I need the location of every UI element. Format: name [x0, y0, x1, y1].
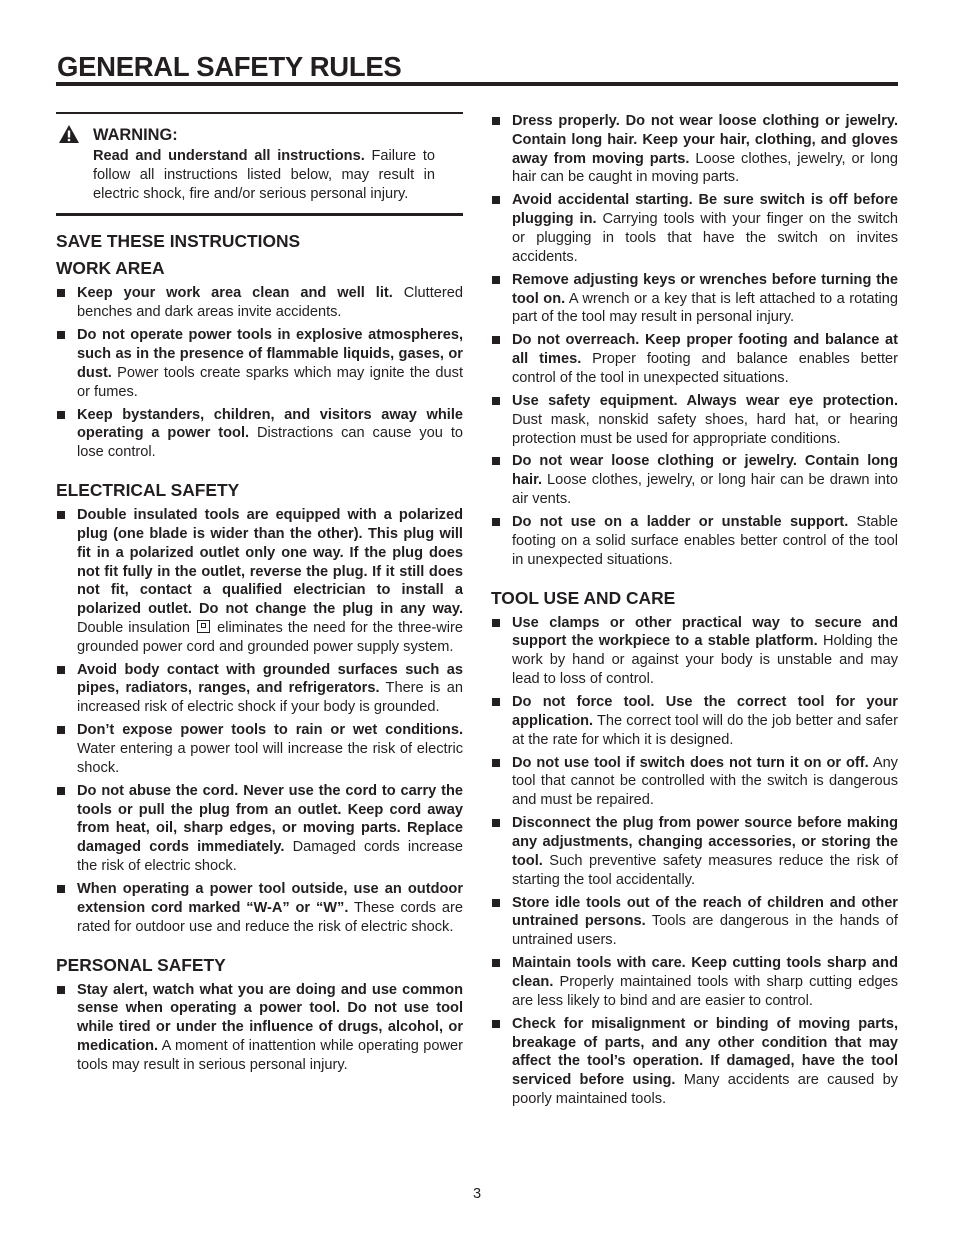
item-bold: Don’t expose power tools to rain or wet conditions. [77, 722, 463, 739]
item-bold: Check for misalignment or binding of moving parts, breakage of parts, and any other condition that may affect the tool’s operation. If damaged, have the tool serviced before using. [512, 1015, 898, 1089]
tool-use-care-heading: TOOL USE AND CARE [491, 587, 676, 608]
item-text: Holding the work by hand or against your body is unstable and may lead to loss of control. [512, 633, 898, 688]
item-text: eliminates the need for the three-wire grounded power cord and grounded power supply system. [77, 619, 463, 655]
warning-box [56, 112, 463, 216]
item-bold: Do not wear loose clothing or jewelry. Contain long hair. [512, 453, 898, 489]
item-bold: Dress properly. Do not wear loose clothing or jewelry. Contain long hair. Keep your hair, clothing, and gloves away from moving parts. [512, 113, 898, 167]
warning-bold: Read and understand all instructions. [93, 148, 365, 164]
work-area-list [56, 284, 463, 462]
list-item [491, 191, 898, 266]
right-column [491, 112, 898, 1113]
item-text: A moment of inattention while operating power tools may result in serious personal injury. [77, 1037, 463, 1073]
item-bold: Stay alert, watch what you are doing and use common sense when operating a power tool. Do not use tool while tired or under the influence of drugs, alcohol, or medication. [77, 981, 463, 1054]
item-bold: When operating a power tool outside, use an outdoor extension cord marked “W-A” or “W”. [77, 881, 463, 916]
bullet-icon [57, 511, 65, 519]
bullet-icon [492, 397, 500, 405]
list-item [56, 661, 463, 717]
item-bold: Keep your work area clean and well lit. [77, 285, 393, 302]
item-bold: Remove adjusting keys or wrenches before turning the tool on. [512, 271, 898, 307]
list-item [56, 880, 463, 936]
item-bold: Do not use tool if switch does not turn it on or off. [512, 754, 869, 771]
item-text: Properly maintained tools with sharp cutting edges are less likely to bind and are easier to control. [512, 973, 898, 1009]
warning-text [93, 147, 435, 203]
list-item [56, 284, 463, 322]
personal-safety-list-left [56, 981, 463, 1075]
item-text: Stable footing on a solid surface enables better control of the tool in unexpected situations. [512, 514, 898, 568]
item-bold: Do not operate power tools in explosive atmospheres, such as in the presence of flammable liquids, gases, or dust. [77, 327, 463, 381]
bullet-icon [492, 518, 500, 526]
item-bold: Do not use on a ladder or unstable support. [512, 514, 849, 531]
bullet-icon [492, 899, 500, 907]
list-item [491, 271, 898, 327]
item-bold: Maintain tools with care. Keep cutting tools sharp and clean. [512, 955, 898, 990]
bullet-icon [492, 1020, 500, 1028]
bullet-icon [57, 986, 65, 994]
list-item [56, 721, 463, 777]
warning-body: Failure to follow all instructions listed below, may result in electric shock, fire and/or serious personal injury. [93, 148, 436, 202]
list-item [491, 954, 898, 1010]
item-text: Tools are dangerous in the hands of untrained users. [512, 913, 898, 949]
list-item [491, 331, 898, 387]
item-text: A wrench or a key that is left attached to a rotating part of the tool may result in personal injury. [512, 290, 898, 326]
item-text: Many accidents are caused by poorly maintained tools. [512, 1072, 898, 1107]
item-bold: Avoid body contact with grounded surfaces such as pipes, radiators, ranges, and refrigerators. [77, 661, 463, 697]
list-item [491, 894, 898, 950]
bullet-icon [57, 726, 65, 734]
electrical-safety-heading: ELECTRICAL SAFETY [56, 480, 240, 501]
item-bold: Do not overreach. Keep proper footing and balance at all times. [512, 332, 898, 368]
item-text: Loose clothes, jewelry, or long hair can be caught in moving parts. [512, 150, 898, 186]
item-bold: Keep bystanders, children, and visitors away while operating a power tool. [77, 406, 463, 442]
item-text: Damaged cords increase the risk of electric shock. [77, 839, 463, 875]
bullet-icon [492, 959, 500, 967]
item-text: Proper footing and balance enables better control of the tool in unexpected situations. [512, 351, 898, 386]
item-bold: Do not force tool. Use the correct tool for your application. [512, 694, 898, 729]
item-bold: Disconnect the plug from power source before making any adjustments, changing accessories, or storing the tool. [512, 815, 898, 869]
electrical-safety-list [56, 506, 463, 936]
tool-use-care-list [491, 614, 898, 1109]
item-bold: Use clamps or other practical way to secure and support the workpiece to a stable platform. [512, 614, 898, 650]
list-item [491, 452, 898, 508]
list-item [491, 754, 898, 810]
bullet-icon [57, 666, 65, 674]
item-text: There is an increased risk of electric shock if your body is grounded. [77, 680, 464, 716]
list-item [491, 513, 898, 569]
list-item [491, 112, 898, 187]
item-bold: Store idle tools out of the reach of children and other untrained persons. [512, 894, 898, 930]
item-text: Such preventive safety measures reduce the risk of starting the tool accidentally. [512, 852, 898, 888]
item-bold: Do not abuse the cord. Never use the cord to carry the tools or pull the plug from an outlet. Keep cord away from heat, oil, sharp edges, or moving parts. Replace damaged cords immediately. [77, 782, 463, 856]
save-instructions-heading: SAVE THESE INSTRUCTIONS [56, 231, 301, 252]
bullet-icon [57, 885, 65, 893]
bullet-icon [492, 336, 500, 344]
item-text: Carrying tools with your finger on the switch or plugging in tools that have the switch on invites accidents. [512, 211, 898, 265]
left-column [56, 112, 463, 1079]
double-insulation-icon [197, 620, 210, 633]
bullet-icon [492, 117, 500, 125]
bullet-icon [492, 276, 500, 284]
bullet-icon [57, 411, 65, 419]
list-item [491, 814, 898, 889]
list-item [491, 392, 898, 448]
bullet-icon [492, 759, 500, 767]
bullet-icon [492, 619, 500, 627]
bullet-icon [57, 331, 65, 339]
bullet-icon [492, 196, 500, 204]
list-item [56, 326, 463, 401]
item-text: Cluttered benches and dark areas invite accidents. [77, 285, 463, 321]
list-item [491, 1015, 898, 1109]
item-text: Any tool that cannot be controlled with the switch is dangerous and must be repaired. [512, 754, 898, 809]
personal-safety-list-right [491, 112, 898, 569]
work-area-heading: WORK AREA [56, 258, 165, 279]
item-text: Distractions can cause you to lose control. [77, 425, 463, 461]
list-item [56, 981, 463, 1075]
bullet-icon [57, 289, 65, 297]
item-text: Water entering a power tool will increase the risk of electric shock. [77, 741, 463, 776]
list-item [491, 614, 898, 689]
personal-safety-heading: PERSONAL SAFETY [56, 954, 226, 975]
page-number: 3 [472, 1186, 482, 1202]
page-title: GENERAL SAFETY RULES [57, 51, 402, 82]
title-rule [56, 82, 898, 86]
item-text: Dust mask, nonskid safety shoes, hard hat, or hearing protection must be used for appropriate conditions. [512, 411, 898, 447]
bullet-icon [492, 457, 500, 465]
list-item [56, 782, 463, 876]
bullet-icon [492, 819, 500, 827]
item-text: Double insulation [77, 619, 190, 636]
item-text: These cords are rated for outdoor use and reduce the risk of electric shock. [77, 899, 463, 935]
item-text: Power tools create sparks which may ignite the dust or fumes. [77, 364, 463, 400]
warning-triangle-icon [58, 124, 80, 144]
item-bold: Use safety equipment. Always wear eye protection. [512, 392, 898, 409]
item-text: Loose clothes, jewelry, or long hair can be drawn into air vents. [512, 472, 898, 508]
list-item [491, 693, 898, 749]
bullet-icon [57, 787, 65, 795]
item-text: The correct tool will do the job better and safer at the rate for which it is designed. [512, 712, 898, 748]
list-item [56, 406, 463, 462]
item-bold: Double insulated tools are equipped with a polarized plug (one blade is wider than the other). This plug will fit in a polarized outlet only one way. If the plug does not fit fully in the outlet, reverse the plug. If it still does not fit, contact a qualified electrician to install a polarized outlet. Do not change the plug in any way. [77, 507, 463, 618]
item-bold: Avoid accidental starting. Be sure switch is off before plugging in. [512, 192, 898, 228]
list-item [56, 506, 463, 656]
bullet-icon [492, 698, 500, 706]
warning-title: WARNING: [93, 126, 178, 144]
